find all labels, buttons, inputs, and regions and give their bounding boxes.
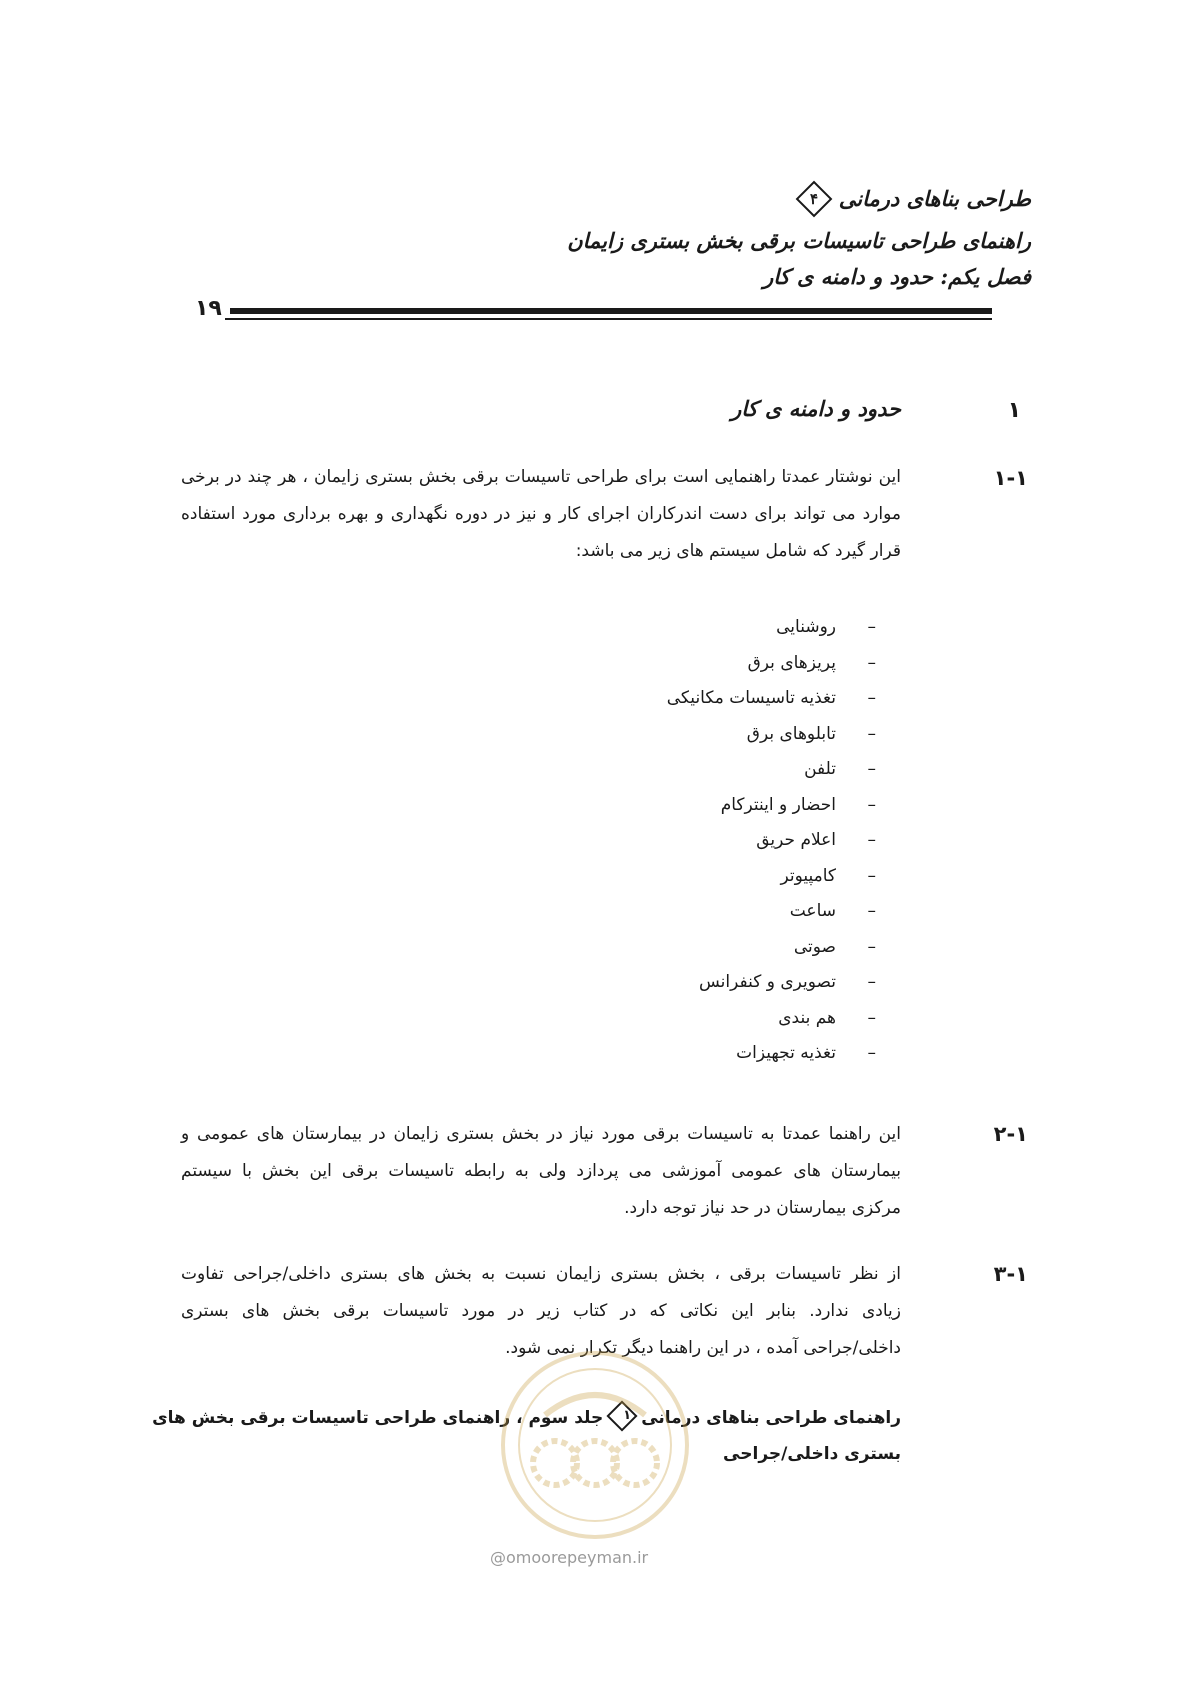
header-rule-thick [230, 308, 992, 314]
list-item: – صوتی [793, 936, 876, 957]
paragraph-line: این راهنما عمدتا به تاسیسات برقی مورد نیاز در بخش بستری زایمان در بیمارستان های عمومی و [181, 1124, 901, 1144]
series-title-text: طراحی بناهای درمانی [838, 186, 1031, 211]
header-rule-thin [230, 318, 992, 320]
paragraph-1-1 [181, 459, 901, 570]
paragraph-line: مرکزی بیمارستان در حد نیاز توجه دارد. [624, 1198, 901, 1218]
section-title: حدود و دامنه ی کار [731, 396, 901, 421]
list-item: – تلفن [804, 759, 876, 779]
list-item: – کامپیوتر [780, 865, 876, 886]
paragraph-number: ۳-۱ [993, 1262, 1028, 1286]
list-item: – تغذیه تجهیزات [736, 1043, 876, 1063]
list-item: – ساعت [789, 901, 876, 921]
list-item: – هم بندی [778, 1007, 876, 1028]
list-item: – روشنایی [776, 617, 876, 637]
reference-line: بستری داخلی/جراحی [723, 1444, 901, 1464]
paragraph-line: موارد می تواند برای دست اندرکاران اجرای کار و نیز در دوره نگهداری و بهره برداری مورد استفاده [181, 504, 901, 524]
page-number: ۱۹ [195, 296, 222, 321]
chapter-title: فصل یکم: حدود و دامنه ی کار [763, 264, 1031, 289]
section-number: ۱ [1007, 398, 1021, 423]
series-title [793, 186, 1031, 214]
series-number: ۴ [809, 189, 818, 208]
list-item: – پریزهای برق [747, 652, 876, 673]
list-item: – اعلام حریق [756, 830, 876, 850]
reference-number-diamond: ۱ [607, 1400, 638, 1431]
systems-list [666, 610, 876, 1072]
series-number-diamond [795, 180, 832, 217]
list-item: – تغذیه تاسیسات مکانیکی [666, 688, 876, 708]
list-item: – احضار و اینترکام [720, 794, 876, 815]
list-item: – تصویری و کنفرانس [698, 972, 876, 992]
watermark-seal-icon [495, 1345, 695, 1545]
paragraph-2-1 [181, 1116, 901, 1227]
paragraph-number: ۲-۱ [993, 1122, 1028, 1146]
paragraph-line: از نظر تاسیسات برقی ، بخش بستری زایمان نسبت به بخش های بستری داخلی/جراحی تفاوت [181, 1264, 901, 1284]
list-item: – تابلوهای برق [746, 723, 876, 744]
paragraph-line: این نوشتار عمدتا راهنمایی است برای طراحی تاسیسات برقی بخش بستری زایمان ، هر چند در برخی [181, 467, 901, 487]
paragraph-line: بیمارستان های عمومی آموزشی می پردازد ولی به رابطه تاسیسات برقی این بخش با سیستم [181, 1161, 901, 1181]
paragraph-line: داخلی/جراحی آمده ، در این راهنما دیگر تکرار نمی شود. [505, 1338, 901, 1358]
watermark-url: @omoorepeyman.ir [490, 1548, 649, 1567]
book-title: راهنمای طراحی تاسیسات برقی بخش بستری زایمان [567, 228, 1031, 253]
paragraph-line: زیادی ندارد. بنابر این نکاتی که در کتاب زیر در مورد تاسیسات برقی بخش های بستری [181, 1301, 901, 1321]
reference-line: راهنمای طراحی بناهای درمانی ۱ جلد سوم ، راهنمای طراحی تاسیسات برقی بخش های [181, 1400, 901, 1436]
paragraph-number: ۱-۱ [993, 466, 1028, 490]
paragraph-line: قرار گیرد که شامل سیستم های زیر می باشد: [575, 541, 901, 561]
